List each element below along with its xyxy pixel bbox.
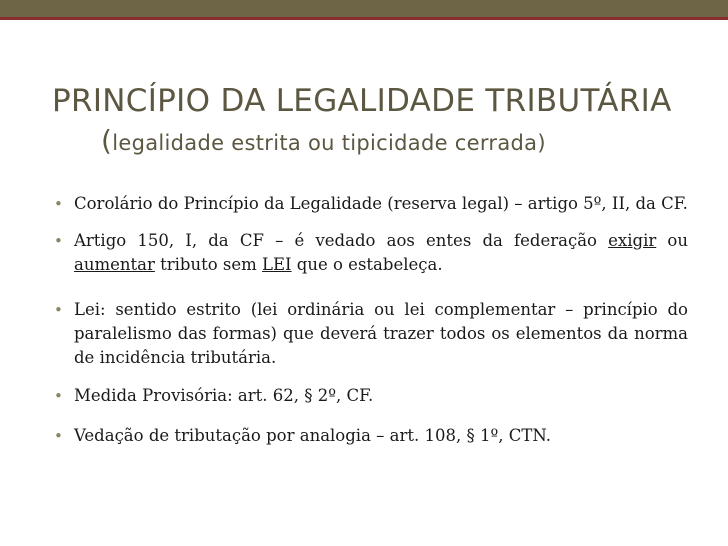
underlined-word-aumentar: aumentar (74, 255, 155, 274)
bullet-text: Corolário do Princípio da Legalidade (reserva legal) – artigo 5º, II, da CF. (74, 194, 688, 213)
underlined-word-exigir: exigir (608, 231, 657, 250)
underlined-word-lei: LEI (262, 255, 292, 274)
bullet-item (52, 424, 688, 448)
bullet-text: que o estabeleça. (291, 255, 443, 274)
bullet-item (52, 192, 688, 216)
bullet-text: tributo sem (154, 255, 263, 274)
subtitle-open-paren: ( (101, 124, 113, 157)
bullet-text: ou (656, 231, 688, 250)
bullet-text: Medida Provisória: art. 62, § 2º, CF. (74, 386, 374, 405)
bullet-marker: • (54, 427, 63, 445)
slide-title-block (52, 82, 702, 158)
bullet-marker: • (54, 301, 63, 319)
bullet-marker: • (54, 387, 63, 405)
bullet-marker: • (54, 195, 63, 213)
bullet-list (52, 192, 688, 448)
bullet-marker: • (54, 232, 63, 250)
bullet-item (52, 384, 688, 408)
slide-title: PRINCÍPIO DA LEGALIDADE TRIBUTÁRIA (52, 83, 672, 119)
bullet-text: Lei: sentido estrito (lei ordinária ou lei complementar – princípio do paralelismo das formas) que deverá trazer todos os elementos da norma de incidência tributária. (74, 300, 688, 367)
slide-subtitle (101, 126, 702, 158)
bullet-text: Artigo 150, I, da CF – é vedado aos entes da federação (74, 231, 609, 250)
bullet-text: Vedação de tributação por analogia – art. 108, § 1º, CTN. (74, 426, 551, 445)
top-accent-line (0, 17, 728, 20)
top-decorative-band (0, 0, 728, 17)
bullet-item (52, 229, 688, 277)
subtitle-text: legalidade estrita ou tipicidade cerrada) (112, 131, 546, 155)
bullet-item (52, 298, 688, 370)
